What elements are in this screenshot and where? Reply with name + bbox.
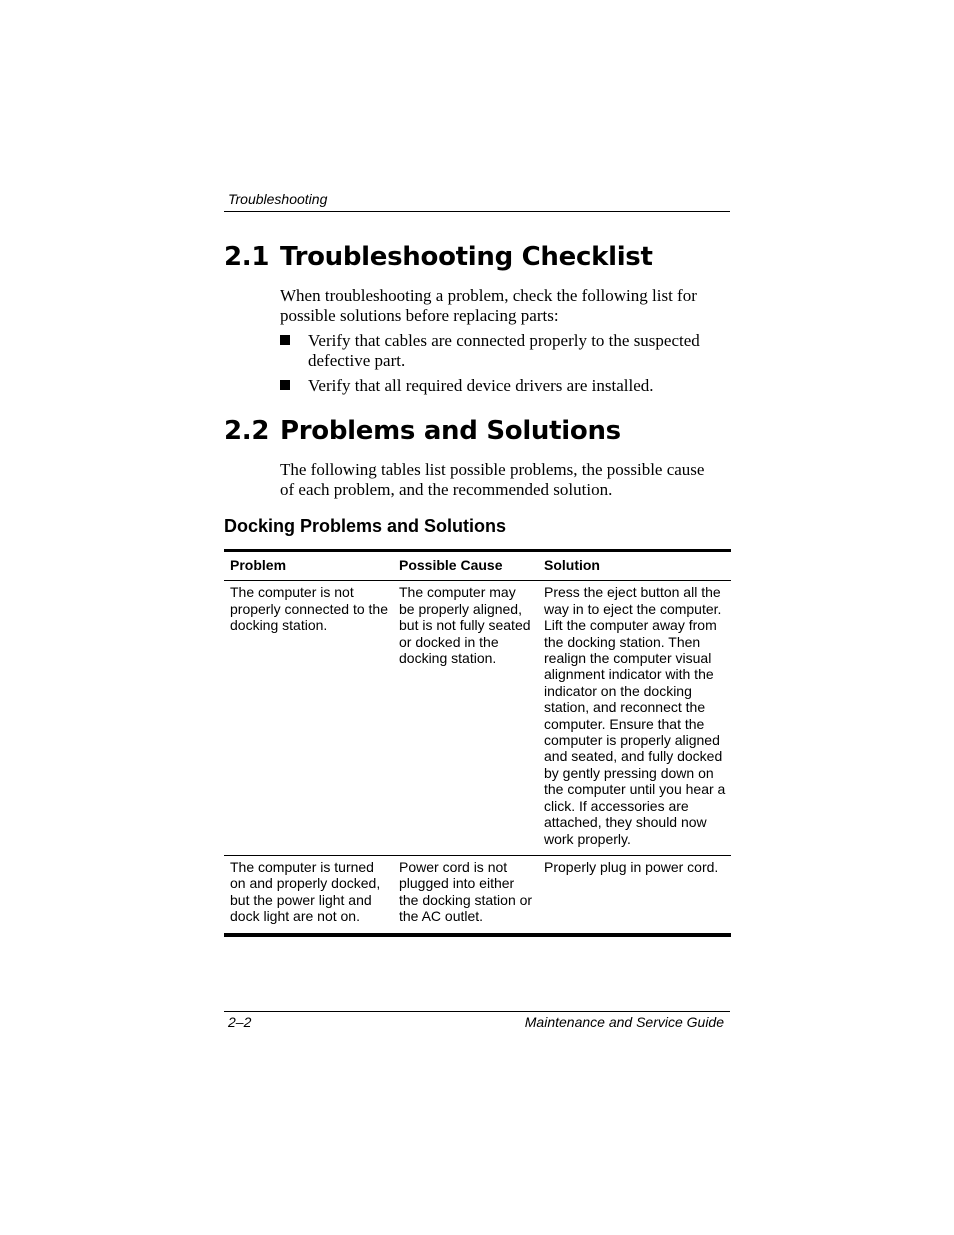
running-header: Troubleshooting <box>228 191 328 207</box>
page-number: 2–2 <box>228 1014 252 1030</box>
solution-cell: Press the eject button all the way in to eject the computer. Lift the computer away from the docking station. Then realign the computer visual alignment indicator with the indicator on the docking station, and reconnect the computer. Ensure that the computer is properly aligned and seated, and fully docked by gently pressing down on the computer until you hear a click. If accessories are attached, they should now work properly. <box>544 584 726 847</box>
bullet-text: Verify that cables are connected properly to the suspected defective part. <box>308 331 700 370</box>
solution-cell: Properly plug in power cord. <box>544 858 719 875</box>
column-header-problem: Problem <box>230 557 287 573</box>
problem-cell: The computer is not properly connected to the docking station. <box>230 584 388 634</box>
cause-cell: The computer may be properly aligned, but is not fully seated or docked in the docking station. <box>399 584 531 667</box>
table-row <box>224 580 731 855</box>
problem-cell: The computer is turned on and properly docked, but the power light and dock light are not on. <box>230 858 381 925</box>
footer-guide-title: Maintenance and Service Guide <box>524 1014 724 1030</box>
checklist-intro: When troubleshooting a problem, check the following list for possible solutions before replacing parts: <box>280 286 697 325</box>
cause-cell: Power cord is not plugged into either the docking station or the AC outlet. <box>399 858 533 925</box>
section-number: 2.1 <box>224 242 270 272</box>
section-title: Problems and Solutions <box>280 416 621 446</box>
bullet-square-icon <box>280 380 290 390</box>
bullet-square-icon <box>280 335 290 345</box>
section-number: 2.2 <box>224 416 270 446</box>
section-heading-problems-and-solutions <box>224 416 621 446</box>
header-rule <box>224 211 730 212</box>
docking-problems-table <box>224 549 731 937</box>
bullet-item <box>280 331 710 370</box>
problems-intro: The following tables list possible problems, the possible cause of each problem, and the recommended solution. <box>280 460 705 499</box>
bullet-text: Verify that all required device drivers are installed. <box>308 376 654 395</box>
column-header-solution: Solution <box>544 557 600 573</box>
section-title: Troubleshooting Checklist <box>280 242 653 272</box>
table-title: Docking Problems and Solutions <box>224 516 507 536</box>
footer-rule <box>224 1011 730 1012</box>
column-header-possible-cause: Possible Cause <box>399 557 503 573</box>
table-header-row <box>224 552 731 580</box>
section-heading-troubleshooting-checklist <box>224 242 653 272</box>
table-row <box>224 855 731 933</box>
bullet-item <box>280 376 710 396</box>
